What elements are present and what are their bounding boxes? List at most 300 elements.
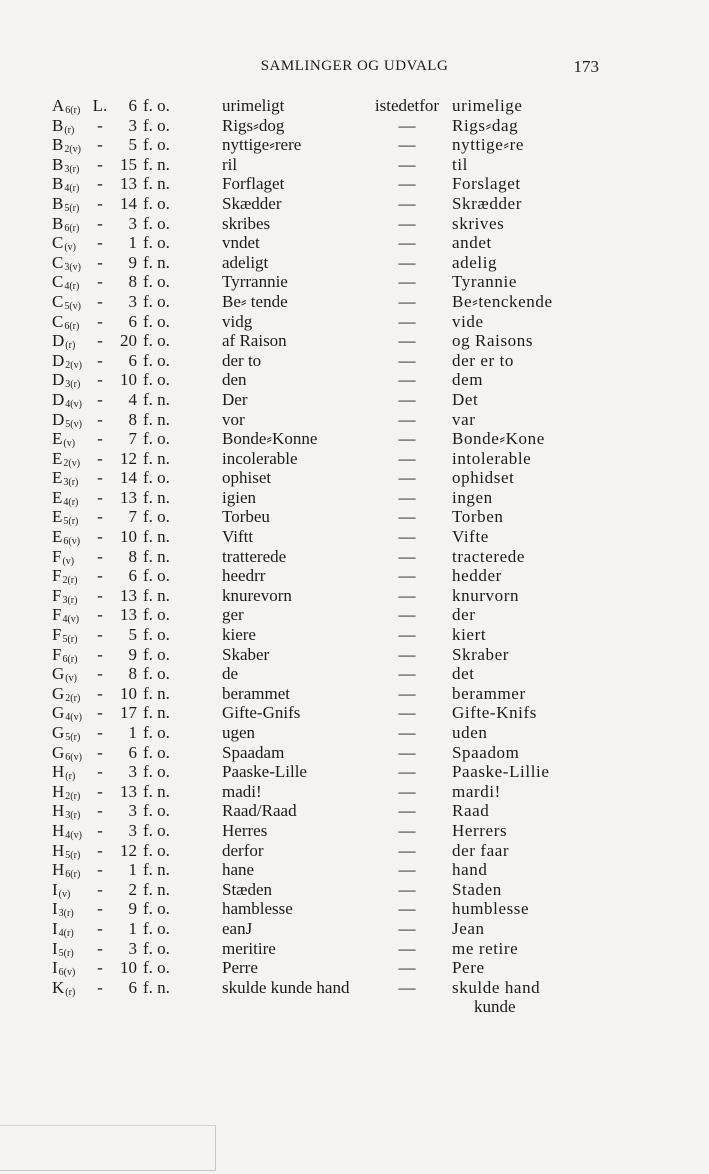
line-number: 6 [128, 566, 137, 586]
direction: f. o. [143, 625, 170, 645]
errata-row [52, 841, 612, 861]
misprint: skribes [222, 213, 271, 233]
separator: — [398, 723, 416, 742]
correction: vide [452, 311, 484, 331]
line-abbrev: - [97, 899, 103, 919]
line-number: 6 [128, 311, 137, 331]
separator: — [398, 527, 416, 547]
misprint: adeligt [222, 252, 269, 272]
misprint: hamblesse [222, 899, 293, 919]
errata-row [52, 468, 612, 488]
direction: f. o. [143, 213, 170, 233]
direction: f. o. [143, 664, 170, 684]
misprint: tratterede [222, 546, 287, 566]
separator: — [398, 644, 416, 664]
errata-row [52, 625, 612, 645]
correction: der er to [452, 350, 515, 370]
signature-mark: $G_{4(v)}$ [52, 703, 82, 724]
line-number: 20 [120, 331, 137, 351]
misprint: Herres [222, 820, 268, 840]
line-number: 3 [128, 213, 137, 233]
signature-mark: $E_{4(r)}$ [52, 487, 79, 508]
signature-mark: $B_{3(r)}$ [52, 154, 80, 175]
line-abbrev: - [97, 605, 103, 625]
line-abbrev: - [97, 820, 103, 840]
signature-mark: $H_{2(r)}$ [52, 781, 81, 802]
separator: — [398, 389, 416, 409]
errata-row [52, 664, 612, 684]
correction: Bonde⸗Kone [452, 429, 545, 449]
line-number: 13 [120, 605, 137, 625]
direction: f. o. [143, 350, 170, 370]
line-abbrev: - [97, 664, 103, 684]
line-abbrev: - [97, 409, 103, 429]
separator: — [398, 448, 416, 468]
line-number: 1 [128, 723, 137, 742]
line-abbrev: - [97, 566, 103, 586]
line-abbrev: - [97, 389, 103, 409]
errata-row [52, 174, 612, 194]
separator: istedetfor [374, 96, 440, 115]
misprint: Be⸗ tende [222, 291, 288, 311]
separator: — [398, 291, 416, 311]
line-number: 3 [128, 115, 137, 135]
separator: — [398, 174, 416, 194]
errata-row [52, 507, 612, 527]
errata-row [52, 214, 612, 234]
misprint: Spaadam [222, 742, 285, 762]
separator: — [398, 566, 416, 586]
misprint: derfor [222, 840, 264, 860]
line-number: 6 [128, 977, 137, 997]
direction: f. n. [143, 487, 170, 507]
errata-row [52, 292, 612, 312]
line-number: 8 [128, 272, 137, 292]
correction: adelig [452, 252, 498, 272]
line-abbrev: - [97, 918, 103, 938]
line-abbrev: - [97, 527, 103, 547]
separator: — [398, 605, 416, 625]
direction: f. n. [143, 448, 170, 468]
line-abbrev: - [97, 233, 103, 253]
line-number: 1 [128, 918, 137, 938]
direction: f. o. [143, 370, 170, 390]
line-abbrev: L. [92, 96, 108, 115]
signature-mark: $D_{(r)}$ [52, 331, 76, 352]
errata-row [52, 645, 612, 665]
direction: f. o. [143, 193, 170, 213]
correction: Gifte-Knifs [452, 703, 537, 723]
line-abbrev: - [97, 429, 103, 449]
misprint: heedrr [222, 566, 266, 586]
correction: ingen [452, 487, 493, 507]
line-abbrev: - [97, 625, 103, 645]
separator: — [398, 801, 416, 821]
errata-row [52, 566, 612, 586]
errata-row [52, 429, 612, 449]
direction: f. n. [143, 409, 170, 429]
correction: kiert [452, 625, 487, 645]
signature-mark: $F_{(v)}$ [52, 546, 75, 567]
correction: humblesse [452, 899, 530, 919]
direction: f. o. [143, 762, 170, 782]
errata-row [52, 605, 612, 625]
errata-row [52, 860, 612, 880]
errata-row [52, 233, 612, 253]
line-number: 13 [120, 781, 137, 801]
signature-mark: $I_{6(v)}$ [52, 958, 76, 979]
correction: skrives [452, 213, 505, 233]
separator: — [398, 272, 416, 292]
signature-mark: $G_{2(r)}$ [52, 683, 81, 704]
errata-row [52, 801, 612, 821]
line-number: 1 [128, 233, 137, 253]
direction: f. n. [143, 860, 170, 880]
signature-mark: $H_{6(r)}$ [52, 860, 81, 881]
misprint: der to [222, 350, 262, 370]
line-abbrev: - [97, 683, 103, 703]
line-number: 9 [128, 252, 137, 272]
line-abbrev: - [97, 781, 103, 801]
separator: — [398, 762, 416, 782]
separator: — [398, 585, 416, 605]
correction: Vifte [452, 527, 489, 547]
misprint: ril [222, 154, 238, 174]
signature-mark: $C_{5(v)}$ [52, 291, 82, 312]
direction: f. n. [143, 527, 170, 547]
separator: — [398, 879, 416, 899]
line-abbrev: - [97, 350, 103, 370]
misprint: madi! [222, 781, 262, 801]
line-abbrev: - [97, 468, 103, 488]
direction: f. n. [143, 174, 170, 194]
correction: Spaadom [452, 742, 520, 762]
line-abbrev: - [97, 860, 103, 880]
errata-row [52, 743, 612, 763]
signature-mark: $C_{4(r)}$ [52, 272, 80, 293]
signature-mark: $D_{4(v)}$ [52, 389, 82, 410]
line-abbrev: - [97, 644, 103, 664]
correction: tracterede [452, 546, 525, 566]
signature-mark: $F_{5(r)}$ [52, 625, 78, 646]
line-abbrev: - [97, 272, 103, 292]
line-number: 6 [128, 742, 137, 762]
errata-row [52, 116, 612, 136]
line-number: 8 [128, 664, 137, 684]
direction: f. n. [143, 703, 170, 723]
errata-row [52, 488, 612, 508]
misprint: Skædder [222, 193, 282, 213]
direction: f. o. [143, 331, 170, 351]
misprint: Bonde⸗Konne [222, 429, 318, 449]
correction: nyttige⸗re [452, 135, 525, 155]
line-abbrev: - [97, 193, 103, 213]
misprint: Raad/Raad [222, 801, 297, 821]
line-abbrev: - [97, 448, 103, 468]
errata-row [52, 958, 612, 978]
separator: — [398, 135, 416, 155]
direction: f. o. [143, 605, 170, 625]
misprint: skulde kunde hand [222, 977, 350, 997]
signature-mark: $C_{6(r)}$ [52, 311, 80, 332]
correction: Tyrannie [452, 272, 517, 292]
signature-mark: $F_{3(r)}$ [52, 585, 78, 606]
signature-mark: $B_{2(v)}$ [52, 135, 82, 156]
correction: knurvorn [452, 585, 520, 605]
line-abbrev: - [97, 977, 103, 997]
correction: urimelige [452, 96, 523, 115]
direction: f. n. [143, 879, 170, 899]
errata-row [52, 390, 612, 410]
misprint: Der [222, 389, 248, 409]
errata-row [52, 96, 612, 116]
signature-mark: $H_{3(r)}$ [52, 801, 81, 822]
misprint: knurevorn [222, 585, 292, 605]
correction: berammer [452, 683, 526, 703]
errata-row [52, 821, 612, 841]
correction-continuation: kunde [474, 997, 516, 1017]
line-abbrev: - [97, 154, 103, 174]
separator: — [398, 546, 416, 566]
errata-row [52, 155, 612, 175]
misprint: Gifte-Gnifs [222, 703, 301, 723]
errata-row [52, 331, 612, 351]
line-abbrev: - [97, 703, 103, 723]
line-abbrev: - [97, 213, 103, 233]
errata-row [52, 586, 612, 606]
misprint: Torbeu [222, 507, 270, 527]
misprint: af Raison [222, 331, 287, 351]
misprint: Skaber [222, 644, 270, 664]
misprint: ger [222, 605, 244, 625]
line-number: 9 [128, 644, 137, 664]
misprint: vndet [222, 233, 260, 253]
misprint: Paaske-Lille [222, 762, 307, 782]
correction: ophidset [452, 468, 515, 488]
correction: hand [452, 860, 488, 880]
line-abbrev: - [97, 252, 103, 272]
signature-mark: $B_{(r)}$ [52, 115, 75, 136]
separator: — [398, 507, 416, 527]
line-number: 8 [128, 409, 137, 429]
direction: f. o. [143, 723, 170, 742]
correction: var [452, 409, 476, 429]
separator: — [398, 252, 416, 272]
errata-row [52, 194, 612, 214]
line-number: 5 [128, 625, 137, 645]
page-number: 173 [573, 57, 599, 76]
line-number: 3 [128, 820, 137, 840]
separator: — [398, 370, 416, 390]
line-abbrev: - [97, 135, 103, 155]
line-abbrev: - [97, 723, 103, 742]
separator: — [398, 918, 416, 938]
errata-row [52, 312, 612, 332]
separator: — [398, 331, 416, 351]
errata-row [52, 939, 612, 959]
line-abbrev: - [97, 742, 103, 762]
correction: til [452, 154, 468, 174]
signature-mark: $G_{5(r)}$ [52, 723, 81, 743]
line-number: 13 [120, 174, 137, 194]
correction: Be⸗tenckende [452, 291, 553, 311]
line-number: 13 [120, 585, 137, 605]
misprint: vidg [222, 311, 253, 331]
correction: Paaske-Lillie [452, 762, 550, 782]
line-abbrev: - [97, 115, 103, 135]
line-abbrev: - [97, 546, 103, 566]
errata-row [52, 782, 612, 802]
line-abbrev: - [97, 801, 103, 821]
correction: uden [452, 723, 488, 742]
line-number: 12 [120, 448, 137, 468]
direction: f. n. [143, 252, 170, 272]
correction: intolerable [452, 448, 532, 468]
line-number: 10 [120, 527, 137, 547]
signature-mark: $B_{4(r)}$ [52, 174, 80, 195]
misprint: Forflaget [222, 174, 285, 194]
line-number: 1 [128, 860, 137, 880]
signature-mark: $I_{5(r)}$ [52, 938, 74, 959]
errata-row [52, 547, 612, 567]
signature-mark: $B_{5(r)}$ [52, 193, 80, 214]
line-number: 17 [120, 703, 137, 723]
line-abbrev: - [97, 331, 103, 351]
separator: — [398, 429, 416, 449]
line-number: 14 [120, 468, 137, 488]
signature-mark: $E_{3(r)}$ [52, 468, 79, 489]
line-number: 3 [128, 291, 137, 311]
separator: — [398, 468, 416, 488]
misprint: vor [222, 409, 245, 429]
correction: me retire [452, 938, 519, 958]
direction: f. o. [143, 429, 170, 449]
misprint: den [222, 370, 247, 390]
errata-row [52, 684, 612, 704]
line-abbrev: - [97, 291, 103, 311]
misprint: hane [222, 860, 255, 880]
direction: f. o. [143, 468, 170, 488]
direction: f. o. [143, 958, 170, 978]
separator: — [398, 860, 416, 880]
line-abbrev: - [97, 311, 103, 331]
errata-row [52, 703, 612, 723]
signature-mark: $A_{6(r)}$ [52, 96, 81, 116]
correction: dem [452, 370, 484, 390]
correction: Det [452, 389, 479, 409]
line-number: 4 [128, 389, 137, 409]
direction: f. o. [143, 135, 170, 155]
line-abbrev: - [97, 938, 103, 958]
direction: f. n. [143, 683, 170, 703]
separator: — [398, 193, 416, 213]
errata-row [52, 253, 612, 273]
correction: Raad [452, 801, 490, 821]
line-number: 7 [128, 507, 137, 527]
signature-mark: $C_{3(v)}$ [52, 252, 82, 273]
direction: f. n. [143, 546, 170, 566]
separator: — [398, 742, 416, 762]
misprint: de [222, 664, 239, 684]
line-number: 8 [128, 546, 137, 566]
line-abbrev: - [97, 487, 103, 507]
signature-mark: $E_{6(v)}$ [52, 527, 81, 548]
line-number: 3 [128, 938, 137, 958]
errata-list [52, 96, 612, 1017]
line-number: 7 [128, 429, 137, 449]
signature-mark: $G_{(v)}$ [52, 664, 77, 685]
signature-mark: $H_{(r)}$ [52, 762, 76, 783]
direction: f. n. [143, 585, 170, 605]
errata-row [52, 272, 612, 292]
line-number: 10 [120, 370, 137, 390]
separator: — [398, 820, 416, 840]
direction: f. o. [143, 801, 170, 821]
direction: f. o. [143, 899, 170, 919]
correction: skulde hand [452, 977, 541, 997]
line-number: 12 [120, 840, 137, 860]
separator: — [398, 899, 416, 919]
line-number: 15 [120, 154, 137, 174]
direction: f. o. [143, 820, 170, 840]
errata-row [52, 880, 612, 900]
signature-mark: $E_{5(r)}$ [52, 507, 79, 528]
line-abbrev: - [97, 585, 103, 605]
line-abbrev: - [97, 507, 103, 527]
separator: — [398, 311, 416, 331]
correction: mardi! [452, 781, 501, 801]
misprint: incolerable [222, 448, 298, 468]
misprint: ugen [222, 723, 256, 742]
separator: — [398, 213, 416, 233]
line-abbrev: - [97, 762, 103, 782]
direction: f. o. [143, 644, 170, 664]
signature-mark: $E_{2(v)}$ [52, 448, 81, 469]
signature-mark: $B_{6(r)}$ [52, 213, 80, 234]
line-number: 2 [128, 879, 137, 899]
separator: — [398, 487, 416, 507]
direction: f. o. [143, 840, 170, 860]
errata-row [52, 919, 612, 939]
errata-row [52, 978, 612, 998]
signature-mark: $K_{(r)}$ [52, 977, 76, 998]
correction: Staden [452, 879, 502, 899]
correction: Rigs⸗dag [452, 115, 519, 135]
correction: og Raisons [452, 331, 534, 351]
line-abbrev: - [97, 174, 103, 194]
correction: Skrædder [452, 193, 522, 213]
signature-mark: $D_{3(r)}$ [52, 370, 81, 391]
separator: — [398, 683, 416, 703]
direction: f. o. [143, 291, 170, 311]
separator: — [398, 840, 416, 860]
errata-row [52, 351, 612, 371]
misprint: ophiset [222, 468, 272, 488]
signature-mark: $H_{4(v)}$ [52, 820, 82, 841]
separator: — [398, 115, 416, 135]
correction: hedder [452, 566, 502, 586]
separator: — [398, 154, 416, 174]
errata-row [52, 410, 612, 430]
misprint: Stæden [222, 879, 273, 899]
direction: f. n. [143, 154, 170, 174]
signature-mark: $G_{6(v)}$ [52, 742, 82, 763]
separator: — [398, 625, 416, 645]
separator: — [398, 703, 416, 723]
line-number: 10 [120, 683, 137, 703]
line-abbrev: - [97, 840, 103, 860]
errata-row [52, 527, 612, 547]
